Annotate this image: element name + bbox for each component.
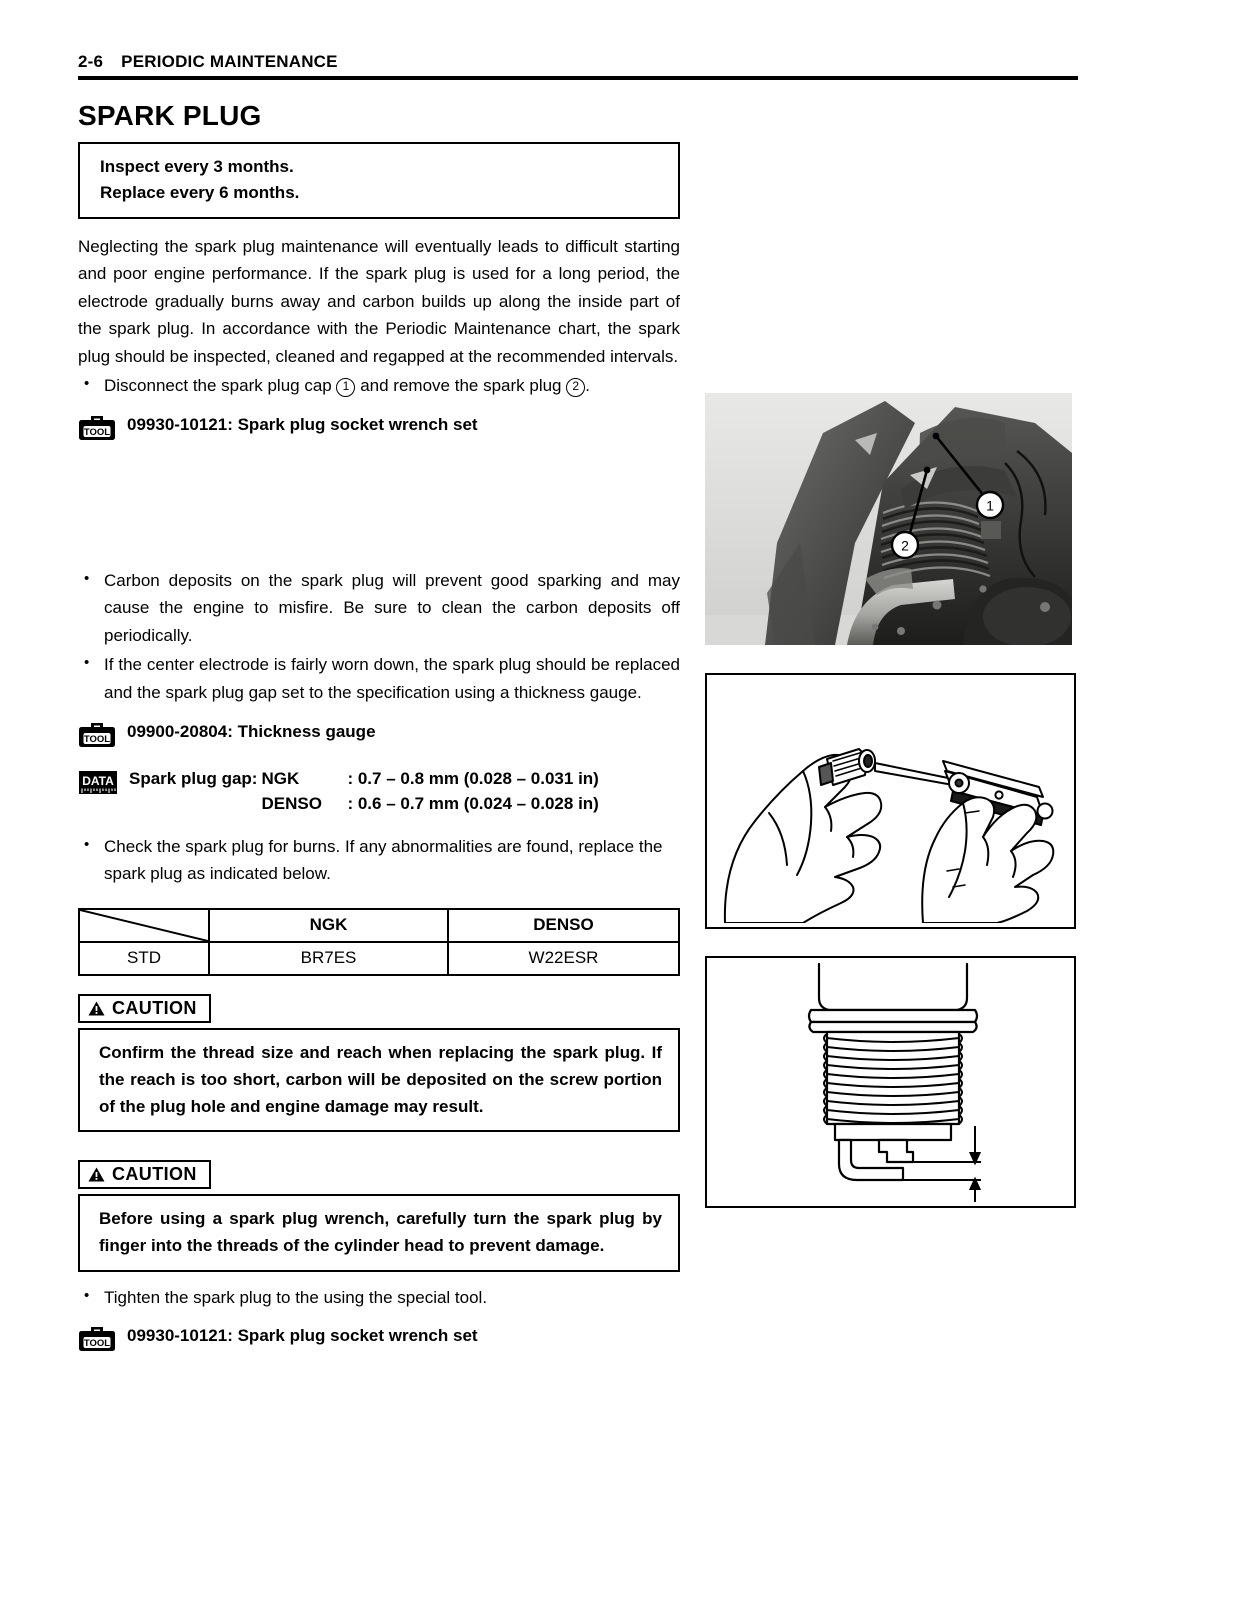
spec-value-denso: : 0.6 – 0.7 mm (0.024 – 0.028 in): [347, 794, 599, 814]
page-number: 2-6: [78, 52, 104, 71]
caution-body: [78, 1028, 680, 1133]
tool-icon: [78, 1325, 116, 1358]
caution-block-2: [78, 1160, 680, 1271]
callout-marker-1: 1: [336, 378, 355, 397]
tool-label: 09930-10121: Spark plug socket wrench set: [127, 414, 478, 434]
spec-label-empty: [129, 791, 261, 817]
bullet-list-inspection: [78, 567, 680, 707]
tool-label: 09900-20804: Thickness gauge: [127, 721, 376, 741]
svg-text:TOOL: TOOL: [83, 1338, 111, 1350]
caution-text: Before using a spark plug wrench, carefully turn the spark plug by finger into the threads of the cylinder head to prevent damage.: [99, 1209, 662, 1256]
spark-plug-table: [78, 908, 680, 976]
engine-spark-plug-photo: [705, 393, 1072, 645]
bullet-list-tighten: [78, 1284, 680, 1312]
spec-table: [129, 766, 599, 817]
warning-triangle-icon: [88, 1167, 105, 1182]
header-rule: [78, 76, 1078, 80]
cell-denso-value: W22ESR: [448, 942, 679, 975]
list-item: • Tighten the spark plug to the using the special tool.: [78, 1284, 680, 1312]
page-title: SPARK PLUG: [78, 100, 262, 131]
caution-body: [78, 1194, 680, 1271]
list-item: [78, 372, 680, 400]
caution-label: CAUTION: [112, 1164, 197, 1185]
table-header-ngk: NGK: [209, 909, 448, 942]
tool-callout-socket-wrench-top: [78, 412, 680, 447]
list-item: • Carbon deposits on the spark plug will prevent good sparking and may cause the engine to misfire. Be sure to clean the carbon deposits off periodically.: [78, 567, 680, 650]
svg-text:1: 1: [986, 497, 994, 514]
caution-tag: [78, 994, 211, 1023]
spark-plug-reach-diagram: [705, 956, 1076, 1208]
svg-text:2: 2: [901, 537, 909, 554]
svg-text:DATA: DATA: [82, 773, 114, 788]
tool-callout-thickness-gauge: [78, 719, 680, 754]
thickness-gauge-hands-drawing: [705, 673, 1076, 929]
tool-label: 09930-10121: Spark plug socket wrench set: [127, 1326, 478, 1346]
row-label-std: STD: [79, 942, 209, 975]
bullet-list-check-burns: [78, 833, 680, 888]
list-item: • If the center electrode is fairly worn down, the spark plug should be replaced and the spark plug gap set to the specification using a thickness gauge.: [78, 651, 680, 706]
chapter-title: PERIODIC MAINTENANCE: [121, 52, 338, 71]
inspect-interval: Inspect every 3 months.: [100, 157, 294, 176]
spec-brand-ngk: NGK: [261, 768, 300, 788]
warning-triangle-icon: [88, 1001, 105, 1016]
svg-text:TOOL: TOOL: [83, 733, 111, 745]
bullet-text-end: .: [585, 376, 590, 396]
tool-callout-socket-wrench-bottom: [78, 1323, 680, 1358]
svg-text:TOOL: TOOL: [83, 426, 111, 438]
table-row: [79, 942, 679, 975]
data-icon: [78, 768, 118, 801]
callout-marker-2: 2: [566, 378, 585, 397]
table-header-row: [79, 909, 679, 942]
table-header-denso: DENSO: [448, 909, 679, 942]
intro-paragraph: Neglecting the spark plug maintenance will eventually leads to difficult starting and poor engine performance. If the spark plug is used for a long period, the electrode gradually burns away and carbon builds up along the inside part of the spark plug. In accordance with the Periodic Maintenance chart, the spark plug should be inspected, cleaned and regapped at the recommended intervals.: [78, 236, 680, 366]
table-corner-cell: [79, 909, 209, 942]
page-header: [78, 52, 1078, 80]
maintenance-interval-box: [78, 142, 680, 219]
caution-tag: [78, 1160, 211, 1189]
bullet-text-mid: and remove the spark plug: [360, 376, 562, 396]
tool-icon: [78, 721, 116, 754]
replace-interval: Replace every 6 months.: [100, 183, 300, 203]
caution-text: Confirm the thread size and reach when replacing the spark plug. If the reach is too short, carbon will be deposited on the screw portion of the plug hole and engine damage may result.: [99, 1042, 662, 1116]
caution-block-1: [78, 994, 680, 1133]
data-callout-spark-plug-gap: [78, 766, 680, 817]
caution-label: CAUTION: [112, 997, 197, 1018]
spec-label: Spark plug gap:: [129, 768, 258, 788]
spec-value-ngk: : 0.7 – 0.8 mm (0.028 – 0.031 in): [347, 768, 599, 788]
left-content-column: [78, 100, 680, 1358]
cell-ngk-value: BR7ES: [209, 942, 448, 975]
spec-brand-denso: DENSO: [261, 794, 322, 814]
list-item: • Check the spark plug for burns. If any abnormalities are found, replace the spark plug as indicated below.: [78, 833, 680, 888]
spacer-after-tool: [78, 447, 680, 565]
bullet-text-pre: Disconnect the spark plug cap: [104, 376, 332, 396]
tool-icon: [78, 414, 116, 447]
bullet-list-disconnect: [78, 372, 680, 400]
page-header-row: [78, 52, 1078, 76]
